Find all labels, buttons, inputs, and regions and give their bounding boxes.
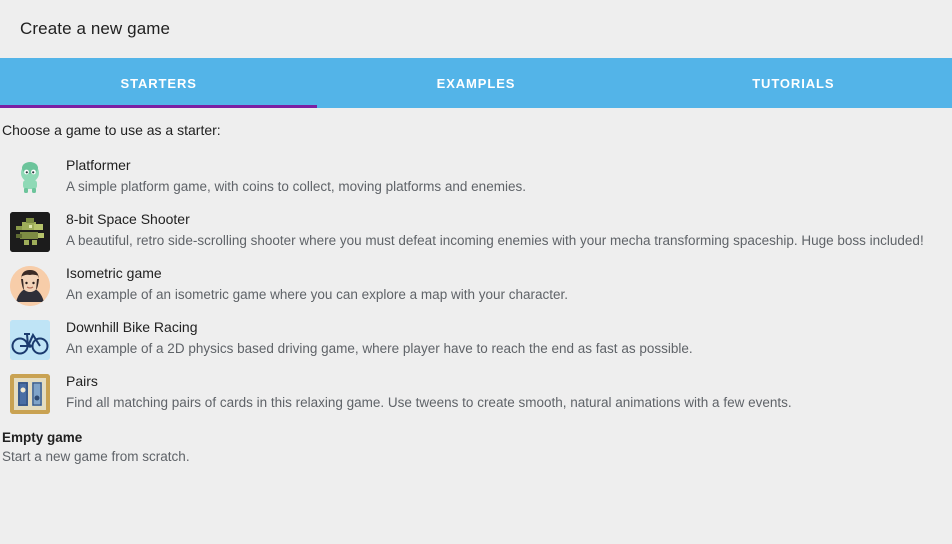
empty-game-title: Empty game <box>2 430 83 445</box>
list-item-text <box>66 210 942 250</box>
tab-examples[interactable] <box>317 58 634 108</box>
pairs-cards-icon <box>10 374 50 414</box>
tab-starters-label: STARTERS <box>120 75 197 91</box>
starters-list <box>0 150 952 420</box>
list-item-title: Isometric game <box>66 265 162 281</box>
empty-game-description: Start a new game from scratch. <box>2 449 190 464</box>
list-item-description: An example of an isometric game where you can explore a map with your character. <box>66 287 568 302</box>
tab-starters[interactable] <box>0 58 317 108</box>
platformer-character-icon <box>10 158 50 198</box>
bike-racing-icon <box>10 320 50 360</box>
list-item[interactable] <box>0 312 952 366</box>
list-item[interactable] <box>0 258 952 312</box>
list-item-description: A simple platform game, with coins to collect, moving platforms and enemies. <box>66 179 526 194</box>
list-item[interactable] <box>0 150 952 204</box>
choose-starter-label: Choose a game to use as a starter: <box>2 122 221 138</box>
list-item-title: Platformer <box>66 157 131 173</box>
list-item-title: Downhill Bike Racing <box>66 319 198 335</box>
space-shooter-ship-icon <box>10 212 50 252</box>
page-title: Create a new game <box>20 19 171 38</box>
list-item-description: Find all matching pairs of cards in this relaxing game. Use tweens to create smooth, natural animations with a few events. <box>66 395 792 410</box>
empty-game-item[interactable] <box>0 420 952 467</box>
tab-examples-label: EXAMPLES <box>436 75 516 91</box>
list-item-text <box>66 372 942 412</box>
list-item-description: An example of a 2D physics based driving game, where player have to reach the end as fast as possible. <box>66 341 693 356</box>
list-item-title: Pairs <box>66 373 98 389</box>
list-item-text <box>66 318 942 358</box>
dialog-titlebar <box>0 0 952 58</box>
list-item-text <box>66 264 942 304</box>
tab-tutorials-label: TUTORIALS <box>752 75 835 91</box>
tab-tutorials[interactable] <box>635 58 952 108</box>
isometric-character-icon <box>10 266 50 306</box>
starters-panel <box>0 108 952 544</box>
list-item-text <box>66 156 942 196</box>
list-item[interactable] <box>0 366 952 420</box>
list-item-description: A beautiful, retro side-scrolling shooter where you must defeat incoming enemies with your mecha transforming spaceship. Huge boss included! <box>66 233 924 248</box>
tab-bar <box>0 58 952 108</box>
list-item-title: 8-bit Space Shooter <box>66 211 190 227</box>
list-item[interactable] <box>0 204 952 258</box>
